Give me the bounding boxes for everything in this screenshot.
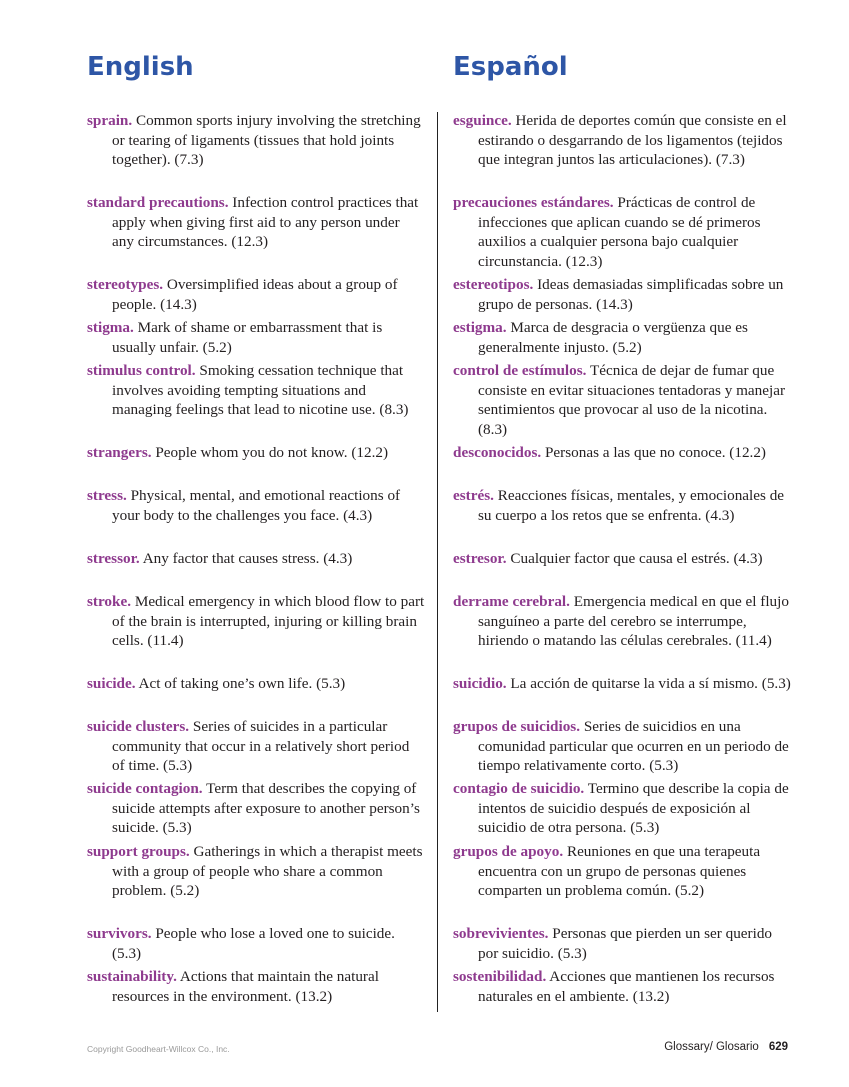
entry-term: contagio de suicidio. [453, 780, 585, 797]
entry-term: sostenibilidad. [453, 968, 547, 985]
glossary-entry-es [453, 592, 791, 651]
glossary-entry-en [87, 717, 425, 776]
entry-definition: Series of suicides in a particular community that occur in a relatively short period of time. (5.3) [112, 718, 410, 775]
glossary-entry-en [87, 592, 425, 651]
glossary-entry-es [453, 111, 791, 170]
glossary-entry-en [87, 924, 425, 963]
entry-definition: Herida de deportes común que consiste en el estirando o desgarrando de los ligamentos (tejidos que integran juntos las articulaciones). (7.3) [478, 112, 787, 169]
glossary-entry-en [87, 486, 425, 525]
entry-definition: Termino que describe la copia de intentos de suicidio después de exposición al suicidio de otra persona. (5.3) [478, 780, 789, 837]
glossary-entry-en [87, 443, 425, 463]
glossary-entry-es [453, 318, 791, 357]
copyright: Copyright Goodheart-Willcox Co., Inc. [87, 1044, 230, 1054]
entry-term: esguince. [453, 112, 512, 129]
entry-term: estereotipos. [453, 276, 534, 293]
glossary-entry-es [453, 193, 791, 272]
entry-term: precauciones estándares. [453, 194, 614, 211]
glossary-entry-es [453, 779, 791, 838]
glossary-entry-en [87, 361, 425, 420]
entry-definition: Personas a las que no conoce. (12.2) [544, 444, 766, 461]
entry-definition: People who lose a loved one to suicide. (5.3) [112, 925, 395, 962]
glossary-entry-en [87, 275, 425, 314]
glossary-entry-es [453, 443, 791, 463]
entry-definition: Physical, mental, and emotional reactions of your body to the challenges you face. (4.3) [112, 487, 401, 524]
entry-definition: Term that describes the copying of suicide attempts after exposure to another person’s suicide. (5.3) [112, 780, 420, 837]
entry-term: support groups. [87, 843, 190, 860]
entry-definition: Actions that maintain the natural resources in the environment. (13.2) [112, 968, 379, 1005]
entry-definition: Gatherings in which a therapist meets with a group of people who share a common problem. (5.2) [112, 843, 423, 900]
entry-term: standard precautions. [87, 194, 229, 211]
entry-term: suicide contagion. [87, 780, 203, 797]
entry-definition: Ideas demasiadas simplificadas sobre un grupo de personas. (14.3) [478, 276, 784, 313]
glossary-entry-en [87, 674, 425, 694]
entry-term: grupos de apoyo. [453, 843, 564, 860]
glossary-entry-es [453, 717, 791, 776]
entry-term: stroke. [87, 593, 132, 610]
entry-term: suicidio. [453, 675, 507, 692]
entry-term: stress. [87, 487, 127, 504]
entry-definition: Prácticas de control de infecciones que aplican cuando se dé primeros auxilios a cualquier persona bajo cualquier circunstancia. (12.3) [478, 194, 761, 271]
entry-definition: Cualquier factor que causa el estrés. (4.3) [510, 550, 763, 567]
entry-definition: Acciones que mantienen los recursos naturales en el ambiente. (13.2) [478, 968, 775, 1005]
entry-term: derrame cerebral. [453, 593, 570, 610]
glossary-entry-es [453, 549, 791, 569]
entry-definition: Mark of shame or embarrassment that is usually unfair. (5.2) [112, 319, 383, 356]
entry-definition: Reuniones en que una terapeuta encuentra con un grupo de personas quienes comparten un problema común. (5.2) [478, 843, 761, 900]
glossary-entry-es [453, 842, 791, 901]
glossary-entry-es [453, 967, 791, 1006]
column-divider [437, 112, 438, 1012]
glossary-entry-es [453, 924, 791, 963]
glossary-entry-en [87, 193, 425, 252]
entry-term: stimulus control. [87, 362, 196, 379]
entry-definition: Marca de desgracia o vergüenza que es generalmente injusto. (5.2) [478, 319, 748, 356]
entry-term: sprain. [87, 112, 133, 129]
entry-term: sustainability. [87, 968, 177, 985]
entry-definition: Técnica de dejar de fumar que consiste en evitar situaciones tentadoras y manejar sentimientos que provocar al uso de la nicotina. (8.3) [478, 362, 786, 439]
section-label: Glossary/ Glosario [664, 1041, 759, 1053]
entry-term: strangers. [87, 444, 152, 461]
entry-term: stereotypes. [87, 276, 164, 293]
entry-term: grupos de suicidios. [453, 718, 581, 735]
page-footer [664, 1041, 788, 1053]
glossary-entry-en [87, 318, 425, 357]
entry-definition: Act of taking one’s own life. (5.3) [138, 675, 346, 692]
glossary-entry-es [453, 486, 791, 525]
entry-definition: Emergencia medical en que el flujo sanguíneo a parte del cerebro se interrumpe, hiriendo o matando las células cerebrales. (11.4) [478, 593, 789, 650]
entry-term: stigma. [87, 319, 134, 336]
entry-definition: People whom you do not know. (12.2) [155, 444, 389, 461]
glossary-entry-es [453, 361, 791, 440]
entry-term: control de estímulos. [453, 362, 587, 379]
entry-term: sobrevivientes. [453, 925, 549, 942]
entry-term: suicide clusters. [87, 718, 190, 735]
entry-term: stressor. [87, 550, 140, 567]
entry-definition: Smoking cessation technique that involves avoiding tempting situations and managing feelings that lead to nicotine use. (8.3) [112, 362, 409, 419]
entry-term: estrés. [453, 487, 494, 504]
entry-definition: Infection control practices that apply when giving first aid to any person under any circumstances. (12.3) [112, 194, 419, 251]
entry-definition: La acción de quitarse la vida a sí mismo. (5.3) [510, 675, 791, 692]
entry-term: desconocidos. [453, 444, 542, 461]
spanish-heading: Español [453, 52, 568, 82]
entry-definition: Reacciones físicas, mentales, y emocionales de su cuerpo a los retos que se enfrenta. (4.3) [478, 487, 785, 524]
entry-term: survivors. [87, 925, 152, 942]
glossary-entry-en [87, 549, 425, 569]
entry-definition: Series de suicidios en una comunidad particular que ocurren en un periodo de tiempo relativamente corto. (5.3) [478, 718, 789, 775]
entry-definition: Any factor that causes stress. (4.3) [142, 550, 353, 567]
entry-definition: Medical emergency in which blood flow to part of the brain is interrupted, injuring or killing brain cells. (11.4) [112, 593, 425, 650]
entry-definition: Common sports injury involving the stretching or tearing of ligaments (tissues that hold joints together). (7.3) [112, 112, 421, 169]
entry-term: estigma. [453, 319, 507, 336]
entry-definition: Oversimplified ideas about a group of people. (14.3) [112, 276, 398, 313]
glossary-entry-en [87, 779, 425, 838]
glossary-entry-en [87, 842, 425, 901]
glossary-entry-es [453, 674, 791, 694]
page-number: 629 [768, 1041, 788, 1053]
entry-term: estresor. [453, 550, 507, 567]
glossary-entry-en [87, 967, 425, 1006]
english-heading: English [87, 52, 194, 82]
entry-definition: Personas que pierden un ser querido por suicidio. (5.3) [478, 925, 773, 962]
glossary-entry-en [87, 111, 425, 170]
entry-term: suicide. [87, 675, 136, 692]
glossary-entry-es [453, 275, 791, 314]
